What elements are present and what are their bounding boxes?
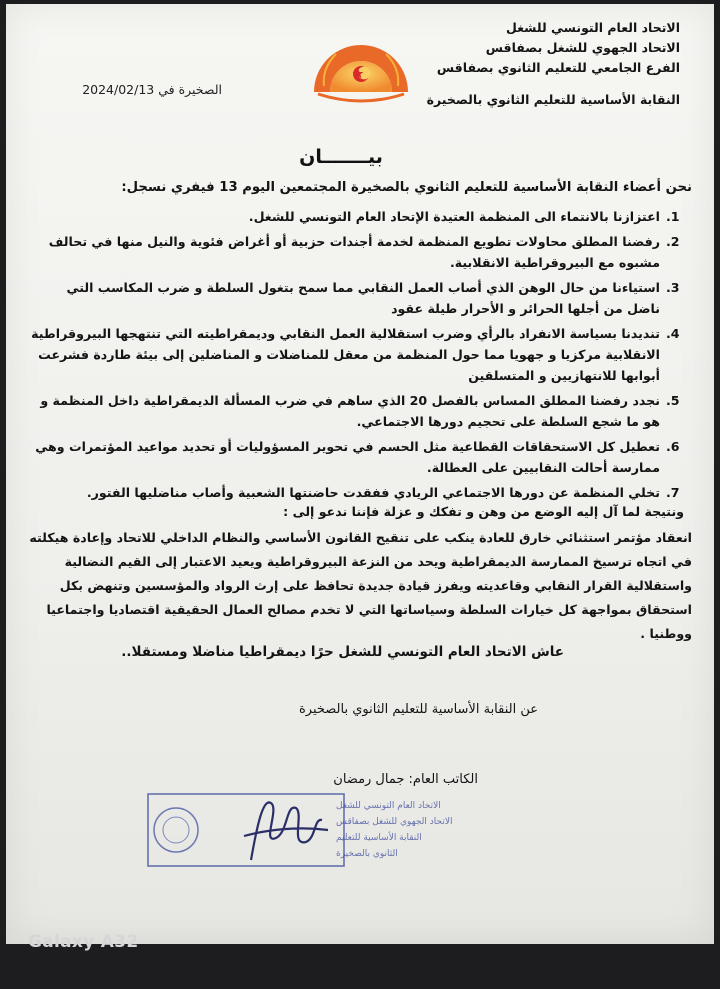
item-text: رفضنا المطلق محاولات تطويع المنظمة لخدمة أجندات حزبية أو أغراض فئوية والنيل منها في تحالف مشبوه مع البيروقراطية الانقلابية. [48,234,660,270]
item-text: اعتزازنا بالانتماء الى المنظمة العتيدة الإتحاد العام التونسي للشغل. [248,209,660,224]
item-number: 4. [666,326,680,341]
conclusion-lead: ونتيجة لما آل إليه الوضع من وهن و تفكك و عزلة فإننا ندعو إلى : [283,504,684,519]
org-line-4: النقابة الأساسية للتعليم الثانوي بالصخيرة [426,92,680,107]
list-item [30,323,694,386]
letterhead [420,18,680,110]
signer-name: الكاتب العام: جمال رمضان [333,772,478,787]
statement-items [30,206,694,507]
item-number: 1. [666,209,680,224]
intro-paragraph: نحن أعضاء النقابة الأساسية للتعليم الثانوي بالصخيرة المجتمعين اليوم 13 فيفري نسجل: [121,180,692,195]
list-item [30,390,694,432]
handwritten-signature [244,802,328,860]
union-stamp [146,790,453,870]
item-number: 6. [666,439,680,454]
list-item [30,206,694,227]
item-number: 2. [666,234,680,249]
document-title: بيـــــــان [299,146,383,168]
item-text: استياءنا من حال الوهن الذي أصاب العمل النقابي مما سمح بتغول السلطة و ضرب المكاسب التي ناضل من أجلها الحرائر و الأحرار طيلة عقود [66,280,660,316]
item-number: 7. [666,485,680,500]
document-page [6,4,714,944]
signature-from: عن النقابة الأساسية للتعليم الثانوي بالصخيرة [298,702,538,717]
org-line-3: الفرع الجامعي للتعليم الثانوي بصفاقس [436,60,680,75]
document-date: الصخيرة في 2024/02/13 [82,82,222,97]
stamp-line-2: الاتحاد الجهوي للشغل بصفاقس [336,817,453,827]
conclusion-body: انعقاد مؤتمر استثنائي خارق للعادة ينكب على تنقيح القانون الأساسي والنظام الداخلي للاتحاد وإعادة هيكلته في اتجاه ترسيخ الممارسة الديمقراطية ويحد من النزعة البيروقراطية ويعيد الاعتبار إلى القيم النضالية واستقلالية القرار النقابي وقاعديته ويفرز قيادة جديدة تحافظ على إرث الرواد والمؤسسين وتنهض بكل استحقاق بمواجهة كل خيارات السلطة وسياساتها التي لا تخدم مصالح العمال الحقيقية اقتصاديا واجتماعيا ووطنيا . [29,530,692,641]
item-text: تخلي المنظمة عن دورها الاجتماعي الريادي ففقدت حاضنتها الشعبية وأصاب مناضليها الفتور. [86,485,660,500]
closing-slogan: عاش الاتحاد العام التونسي للشغل حرًا ديمقراطيا مناضلا ومستقلا.. [121,644,564,660]
stamp-line-3: النقابة الأساسية للتعليم [336,833,422,843]
stamp-line-1: الاتحاد العام التونسي للشغل [336,801,441,811]
org-line-2: الاتحاد الجهوي للشغل بصفاقس [485,40,680,55]
list-item [30,277,694,319]
camera-watermark: Galaxy A32 [28,932,139,952]
item-number: 3. [666,280,680,295]
item-text: نجدد رفضنا المطلق المساس بالفصل 20 الذي ساهم في ضرب المسألة الديمقراطية داخل المنظمة و هو ما شجع السلطة على تحجيم دورها الاجتماعي. [40,393,660,429]
item-text: تعطيل كل الاستحقاقات القطاعية مثل الحسم في تحوير المسؤوليات أو تحديد مواعيد المؤتمرات وهي ممارسة أحالت النقابيين على العطالة. [35,439,660,475]
ugtt-emblem-icon [308,32,414,104]
conclusion-section [26,500,692,646]
stamp-line-4: الثانوي بالصخيرة [336,849,398,859]
item-text: تنديدنا بسياسة الانفراد بالرأي وضرب استقلالية العمل النقابي وديمقراطيته التي تنتهجها البيروقراطية الانقلابية مركزيا و جهويا مما حول المنظمة من معقل للمناضلات و المناضلين إلى بيئة طاردة فشرعت أبوابها للانتهازيين و المتسلقين [31,326,660,383]
list-item [30,231,694,273]
org-line-1: الاتحاد العام التونسي للشغل [505,20,680,35]
item-number: 5. [666,393,680,408]
list-item [30,436,694,478]
